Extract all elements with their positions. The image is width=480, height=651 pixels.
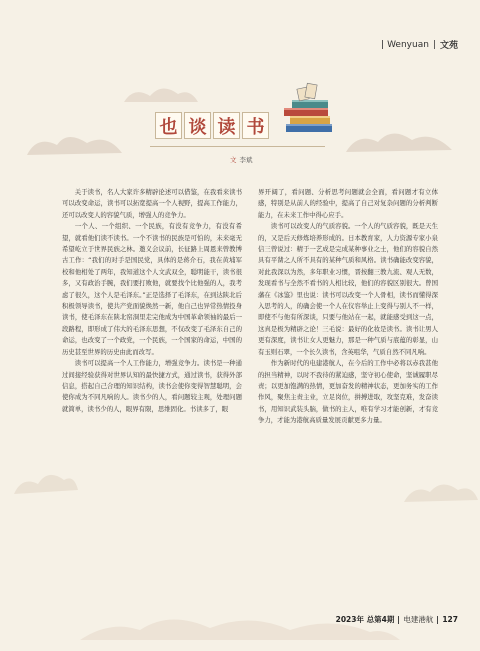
cloud-decoration-right: [340, 120, 460, 160]
cloud-decoration-bottom-left: [10, 460, 80, 500]
stacked-books-icon: [278, 78, 338, 138]
article-column-right: [258, 187, 438, 427]
header-divider-dot: |: [432, 39, 436, 50]
page-header: [382, 38, 458, 51]
title-char: 书: [242, 112, 269, 139]
byline-author: 李斌: [239, 156, 253, 164]
byline-label: 文: [230, 156, 237, 164]
byline: [230, 155, 253, 164]
title-char: 读: [213, 112, 240, 139]
paragraph: 一个人、一个组织、一个民族，有没有竞争力，有没有希望，就看他们读不读书。一个不读书的民族是可怕的，未来毫无希望屹立于世界民族之林。邀义会议前，长征路上周恩来曾教博古工作：“我们的对手是国民党，具体的是蒋介石，我在黄埔军校和他相处了两年，我知道这个人文武双全，聪明能干，读书很多，又有政治手腕，我们要打败他，就要找个比他强的人，我考虑了很久，这个人是毛泽东。”正是选择了毛泽东，在到达陕北后积极领导读书，使共产党面貌焕然一新，他自己也异常热情投身读书，使毛泽东在陕北窑洞里走完他成为中国革命领袖的最后一段路程，即形成了伟大的毛泽东思想，不仅改变了毛泽东自己的命运，也改变了一个政党，一个民族，一个国家的命运，中国的历史甚至世界的历史由此而改写。: [62, 222, 242, 356]
title-char: 也: [155, 112, 182, 139]
cloud-decoration-top: [120, 80, 200, 108]
article-title: [155, 112, 269, 139]
issue-info: 2023年 总第4期: [335, 615, 395, 624]
header-section: 文苑: [439, 41, 458, 51]
paragraph: 读书可以改变人的气质容貌。一个人的气质容貌，既是天生的，又是后天修炼培养形成的。日本教育家，人力资源专家小泉信三曾说过：精于一艺成是完成某种事业之士，他们的容貌自然具有平凿之人所不具有的某种气质和风格。读书确能改变容貌，对此我深以为然，多年职业习惯，晋按翻三教九流、观人无数，发现看书与全然不看书的人相比较，他们的容貌区别很大。曾国藩在《冰鉴》里也说：读书可以改变一个人骨相，读书而懂得深入思考的人，的确会使一个人在仪容举止上变得与别人不一样，即使不与他有所深谈，只要与他站在一起，就能感受到这一点，这真是极为精辟之论！三毛说：最好的化妆是读书。读书让男人更有深度，读书让女人更魅力，那是一种气质与底蕴的彰显，山有玉则石翠，一个长久读书，含英咀华，气质自然不同凡响。: [258, 222, 438, 356]
cloud-decoration-left: [22, 125, 132, 165]
paragraph: 读书可以提高一个人工作能力，增强竞争力。读书是一种通过间接经验获得对世界认知的最快捷方式，通过读书，获得外部信息，搭起自己合理的知识结构，读书会使你变得智慧聪明，会使你成为不同凡响的人。读书少的人，看问题较主观，处理问题就简单，读书少的人，眼界有限，思维固化。书读多了，眼: [62, 359, 242, 413]
paragraph-continued: 界开阔了，看问题、分析思考问题就会全面，看问题才有立体感，特别是从前人的经验中，提高了自己对复杂问题的分析判断能力，在未来工作中得心应手。: [258, 188, 438, 219]
header-brand: Wenyuan: [387, 39, 429, 50]
title-char: 谈: [184, 112, 211, 139]
footer-divider: [398, 616, 399, 624]
title-underline: [150, 146, 325, 147]
footer-divider: [437, 616, 438, 624]
cloud-decoration-bottom-right: [400, 470, 480, 510]
publication-name: 电建港航: [403, 615, 434, 624]
article-column-left: [62, 187, 242, 415]
paragraph: 关于读书，名人大家许多精辟论述可以借鉴，在我看来读书可以改变命运，读书可以拓宽提高一个人视野，提高工作能力，还可以改变人的容貌气质，增强人的竞争力。: [62, 188, 242, 219]
header-divider: [382, 40, 383, 49]
paragraph: 作为新时代的电建港航人，在今后的工作中必将以赤我甚他的担当精神，以时不我待的紧迫感，坚守初心使命，坚诚履职尽责；以更加饱满的热情，更加奋发的精神状态，更加务实的工作作风，聚焦主责主业，立足岗位，拼搏进取，攻坚克难，发奋读书，用知识武装头脑，做书的主人，唯有学习才能创新，才有竞争力，才能为港航高质量发展贡献更多力量。: [258, 359, 438, 425]
page-number: 127: [442, 615, 458, 624]
page-footer: [336, 614, 458, 625]
